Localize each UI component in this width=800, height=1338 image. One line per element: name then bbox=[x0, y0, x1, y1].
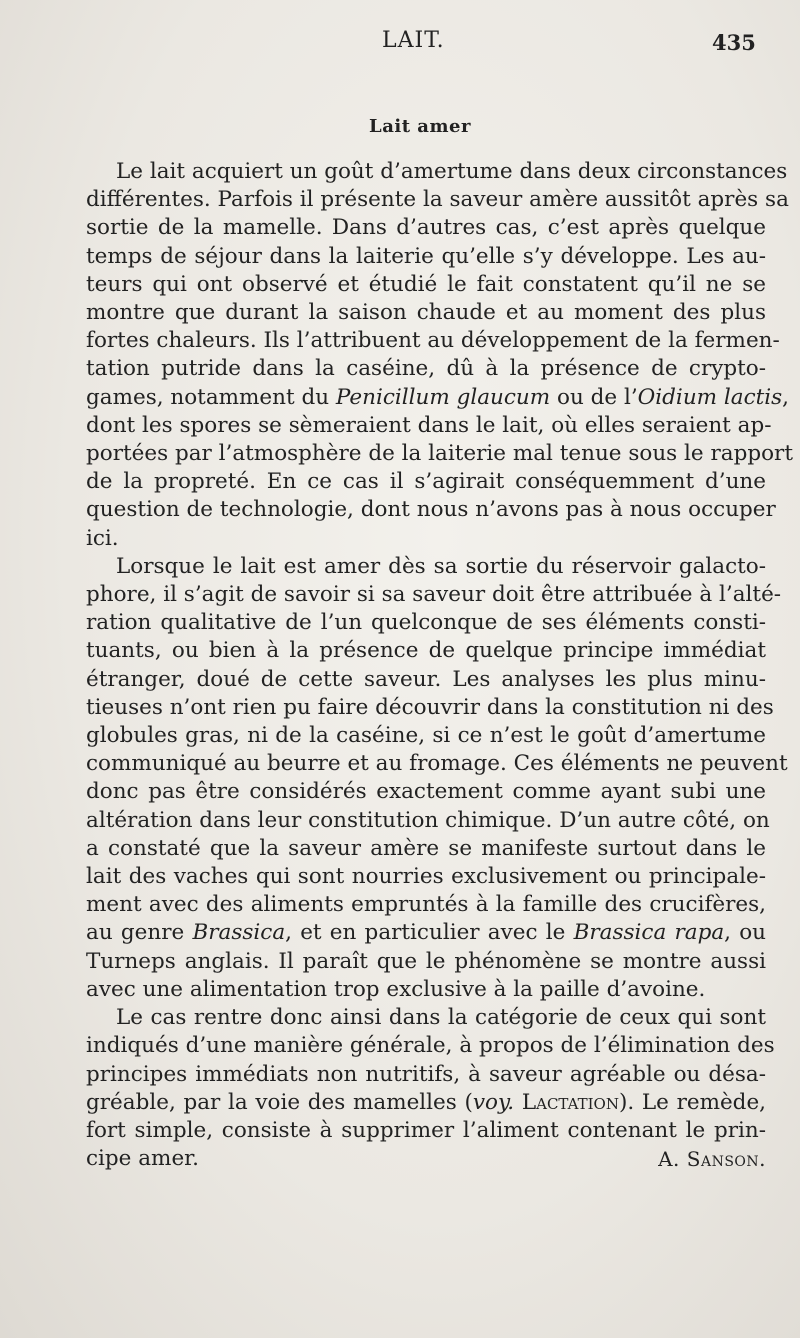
text-line: temps de séjour dans la laiterie qu’elle s’y développe. Les au- bbox=[86, 243, 766, 269]
text-line: portées par l’atmosphère de la laiterie mal tenue sous le rapport bbox=[86, 441, 793, 467]
text-line bbox=[86, 384, 790, 412]
genus-name: Brassica bbox=[192, 920, 286, 946]
paragraph-1 bbox=[86, 158, 793, 553]
text-line: fortes chaleurs. Ils l’attribuent au développement de la fermen- bbox=[86, 328, 780, 354]
text-line bbox=[86, 1145, 766, 1173]
cross-reference: Lactation bbox=[521, 1089, 619, 1115]
text-line: tation putride dans la caséine, dû à la présence de crypto- bbox=[86, 356, 766, 382]
text-line: globules gras, ni de la caséine, si ce n’est le goût d’amertume bbox=[86, 723, 766, 749]
paragraph-3 bbox=[86, 1004, 775, 1173]
text-line: différentes. Parfois il présente la saveur amère aussitôt après sa bbox=[86, 187, 789, 213]
text-line: sortie de la mamelle. Dans d’autres cas, c’est après quelque bbox=[86, 215, 766, 241]
text-fragment: , ou bbox=[724, 920, 766, 946]
author-signature: A. Sanson. bbox=[658, 1147, 766, 1172]
text-line: communiqué au beurre et au fromage. Ces éléments ne peuvent bbox=[86, 751, 788, 777]
text-line: Turneps anglais. Il paraît que le phénomène se montre aussi bbox=[86, 948, 766, 974]
text-line: étranger, doué de cette saveur. Les analyses les plus minu- bbox=[86, 666, 766, 692]
species-name: Penicillum glaucum bbox=[335, 384, 551, 410]
species-name: Oidium lactis bbox=[637, 384, 783, 410]
text-line: teurs qui ont observé et étudié le fait constatent qu’il ne se bbox=[86, 271, 766, 297]
text-fragment: games, notamment du bbox=[86, 384, 336, 410]
text-line bbox=[86, 1089, 766, 1117]
running-title: LAIT. bbox=[382, 28, 445, 53]
text-line: fort simple, consiste à supprimer l’aliment contenant le prin- bbox=[86, 1117, 766, 1143]
text-fragment: gréable, par la voie des mamelles ( bbox=[86, 1089, 473, 1115]
text-line: Le cas rentre donc ainsi dans la catégorie de ceux qui sont bbox=[116, 1005, 766, 1031]
text-fragment: ). Le remède, bbox=[618, 1089, 767, 1115]
text-line: question de technologie, dont nous n’avons pas à nous occuper bbox=[86, 497, 776, 523]
text-line: montre que durant la saison chaude et au moment des plus bbox=[86, 300, 766, 326]
text-line: altération dans leur constitution chimique. D’un autre côté, on bbox=[86, 807, 770, 833]
text-fragment: , et en particulier avec le bbox=[285, 920, 574, 946]
text-line: de la propreté. En ce cas il s’agirait conséquemment d’une bbox=[86, 469, 766, 495]
text-line: indiqués d’une manière générale, à propos de l’élimination des bbox=[86, 1033, 775, 1059]
text-line: phore, il s’agit de savoir si sa saveur doit être attribuée à l’alté- bbox=[86, 582, 782, 608]
text-line: ici. bbox=[86, 525, 119, 551]
paragraph-2 bbox=[86, 553, 788, 1004]
article-body bbox=[86, 158, 793, 1173]
page-header bbox=[0, 28, 800, 62]
section-heading: Lait amer bbox=[369, 116, 471, 137]
text-fragment: au genre bbox=[86, 920, 193, 946]
text-fragment: , bbox=[782, 384, 790, 410]
text-line: tieuses n’ont rien pu faire découvrir dans la constitution ni des bbox=[86, 694, 774, 720]
text-line: principes immédiats non nutritifs, à saveur agréable ou désa- bbox=[86, 1061, 766, 1087]
species-name: Brassica rapa bbox=[573, 920, 725, 946]
text-line: Lorsque le lait est amer dès sa sortie du réservoir galacto- bbox=[116, 553, 766, 579]
text-line: a constaté que la saveur amère se manifeste surtout dans le bbox=[86, 835, 766, 861]
text-line: avec une alimentation trop exclusive à la paille d’avoine. bbox=[86, 976, 706, 1002]
text-line: donc pas être considérés exactement comme ayant subi une bbox=[86, 779, 766, 805]
page-number: 435 bbox=[712, 30, 756, 55]
text-fragment: ou de l’ bbox=[550, 384, 638, 410]
text-line: ration qualitative de l’un quelconque de ses éléments consti- bbox=[86, 610, 766, 636]
text-line: Le lait acquiert un goût d’amertume dans deux circonstances bbox=[116, 159, 788, 184]
text-line bbox=[86, 919, 766, 947]
cross-reference-prefix: voy. bbox=[472, 1089, 515, 1115]
text-fragment: cipe amer. bbox=[86, 1146, 199, 1172]
text-line: lait des vaches qui sont nourries exclusivement ou principale- bbox=[86, 864, 766, 890]
text-line: ment avec des aliments empruntés à la famille des crucifères, bbox=[86, 892, 766, 918]
text-line: tuants, ou bien à la présence de quelque principe immédiat bbox=[86, 638, 766, 664]
text-line: dont les spores se sèmeraient dans le lait, où elles seraient ap- bbox=[86, 412, 772, 438]
